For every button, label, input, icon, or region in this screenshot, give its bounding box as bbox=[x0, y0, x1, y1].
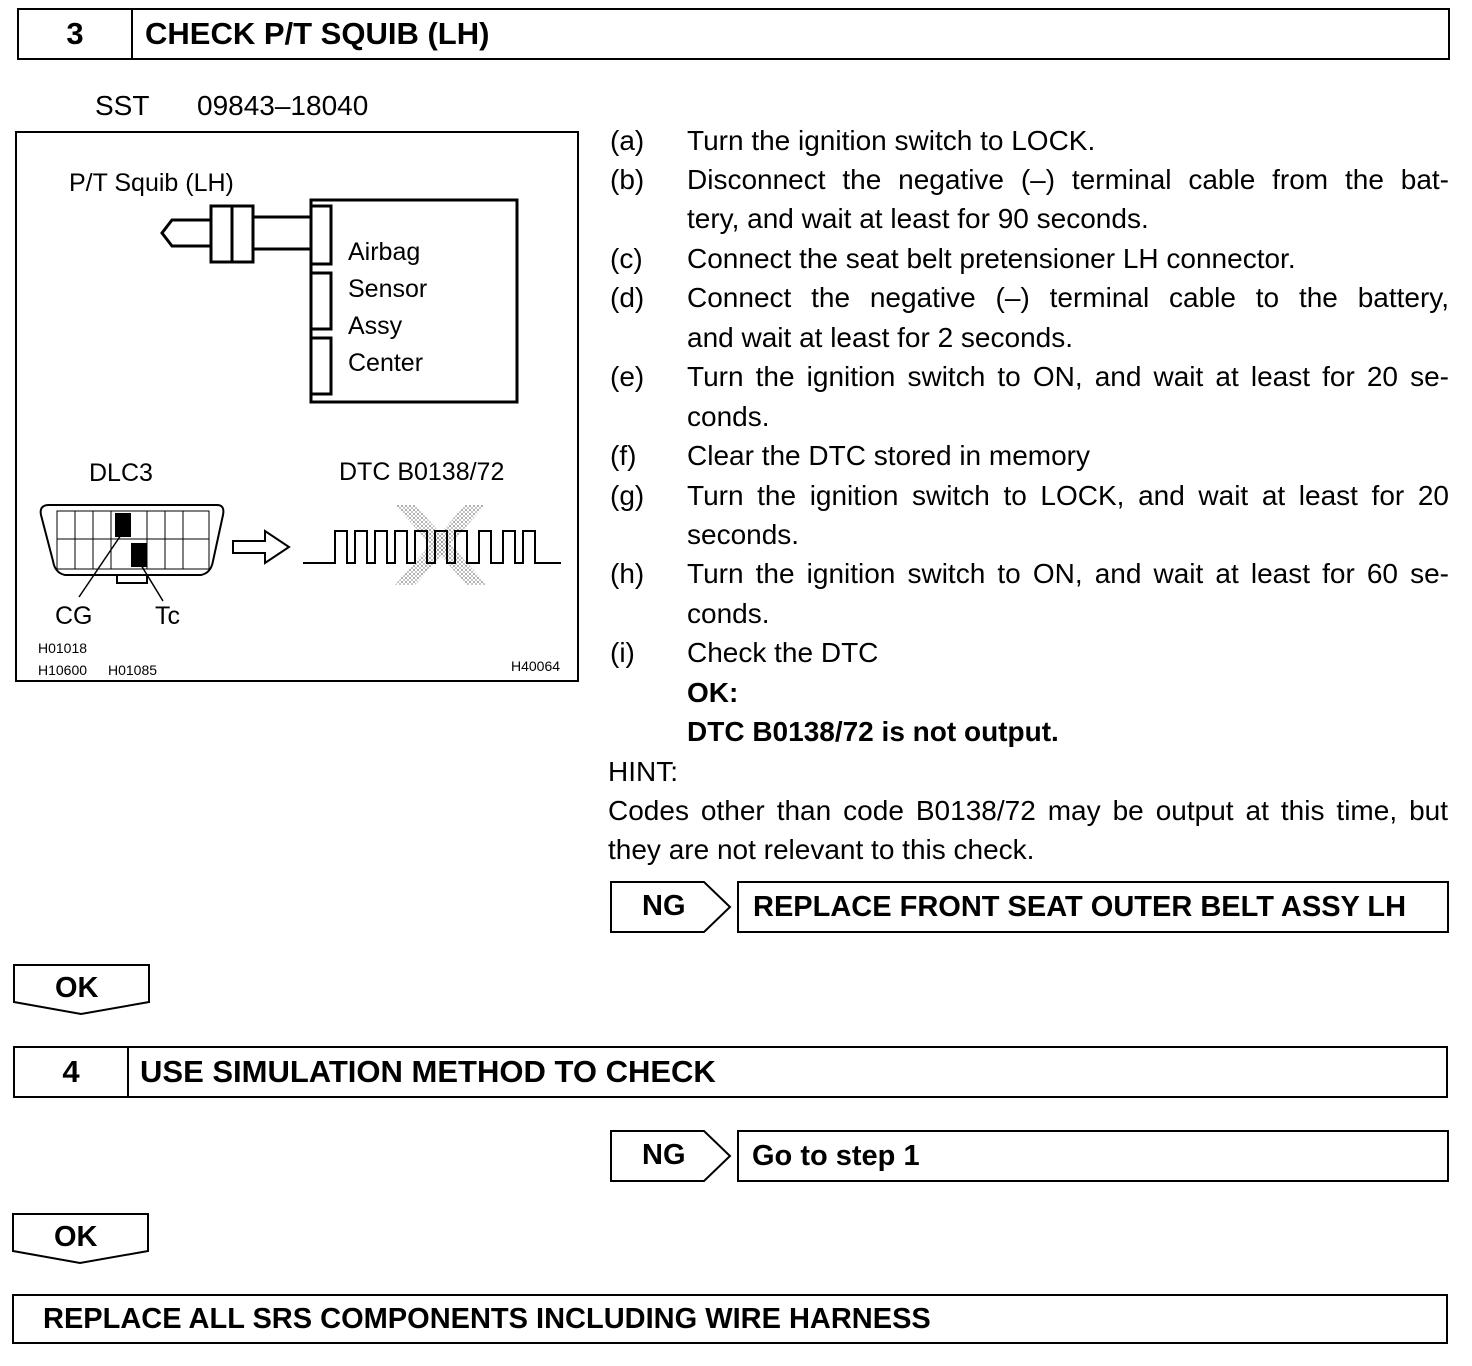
sst-label: SST bbox=[95, 90, 150, 121]
dtc-cancel-mark-icon bbox=[395, 505, 487, 585]
procedure-label: (h) bbox=[610, 558, 645, 589]
step-4-title: USE SIMULATION METHOD TO CHECK bbox=[140, 1054, 716, 1089]
sensor-label-line-3: Assy bbox=[348, 312, 403, 340]
procedure-label: (i) bbox=[610, 637, 635, 668]
ng-action-2-text: Go to step 1 bbox=[752, 1139, 920, 1172]
step-3-header bbox=[17, 8, 1450, 60]
procedure-label: (a) bbox=[610, 125, 645, 156]
ok-tag-label: OK bbox=[54, 1221, 98, 1253]
ng-tag-label: NG bbox=[642, 1139, 686, 1171]
ng-tag-2 bbox=[610, 1130, 732, 1182]
sensor-label-line-1: Airbag bbox=[348, 238, 421, 266]
hint-line-1: Codes other than code B0138/72 may be output at this time, but bbox=[608, 795, 1448, 826]
sensor-label-line-2: Sensor bbox=[348, 275, 428, 303]
procedure-text: Turn the ignition switch to ON, and wait at least for 20 se- bbox=[687, 361, 1449, 392]
cg-label: CG bbox=[55, 602, 93, 630]
sst-number: 09843–18040 bbox=[197, 90, 369, 121]
figure-code-3: H01085 bbox=[108, 662, 158, 678]
procedure-label: (g) bbox=[610, 480, 645, 511]
step-3-number: 3 bbox=[19, 10, 133, 58]
ng-action-1-text: REPLACE FRONT SEAT OUTER BELT ASSY LH bbox=[753, 890, 1407, 923]
procedure-label: (f) bbox=[610, 440, 637, 471]
procedure-label: (b) bbox=[610, 164, 645, 195]
procedure-text: Clear the DTC stored in memory bbox=[687, 440, 1091, 471]
procedure-text: Connect the negative (–) terminal cable to the battery, bbox=[687, 282, 1449, 313]
hint-label: HINT: bbox=[608, 756, 678, 787]
dtc-label: DTC B0138/72 bbox=[339, 458, 505, 486]
procedure-text: Turn the ignition switch to ON, and wait at least for 60 se- bbox=[687, 558, 1449, 589]
procedure-text: Turn the ignition switch to LOCK, and wait at least for 20 bbox=[687, 480, 1449, 511]
dlc3-label: DLC3 bbox=[89, 459, 153, 487]
procedure-text: Connect the seat belt pretensioner LH connector. bbox=[687, 243, 1296, 274]
ok-tag-2 bbox=[12, 1213, 150, 1265]
final-action bbox=[12, 1294, 1448, 1344]
squib-label: P/T Squib (LH) bbox=[69, 169, 234, 197]
ng-action-1 bbox=[737, 881, 1449, 933]
ok-heading-text: OK: bbox=[687, 677, 739, 708]
procedure-text: Turn the ignition switch to LOCK. bbox=[687, 125, 1096, 156]
diagram-graphics bbox=[17, 133, 577, 680]
sensor-label-line-4: Center bbox=[348, 349, 424, 377]
hint-line-2: they are not relevant to this check. bbox=[608, 834, 1035, 865]
ng-tag-label: NG bbox=[642, 890, 686, 922]
procedure-label: (e) bbox=[610, 361, 645, 392]
ng-tag-1 bbox=[610, 881, 732, 933]
step-4-header bbox=[13, 1046, 1448, 1098]
ok-tag-1 bbox=[13, 964, 151, 1016]
procedure-text: Disconnect the negative (–) terminal cable from the bat- bbox=[687, 164, 1449, 195]
ng-action-2 bbox=[737, 1130, 1449, 1182]
ok-tag-label: OK bbox=[55, 972, 99, 1004]
procedure-text: conds. bbox=[687, 401, 770, 432]
step-3-title: CHECK P/T SQUIB (LH) bbox=[145, 16, 490, 51]
figure-code-4: H40064 bbox=[511, 658, 561, 674]
procedure-text: and wait at least for 2 seconds. bbox=[687, 322, 1073, 353]
figure-code-2: H10600 bbox=[38, 662, 88, 678]
final-action-text: REPLACE ALL SRS COMPONENTS INCLUDING WIRE HARNESS bbox=[43, 1302, 931, 1335]
inspection-diagram bbox=[15, 131, 579, 682]
tc-label: Tc bbox=[155, 602, 180, 630]
figure-code-1: H01018 bbox=[38, 640, 88, 656]
tc-terminal-icon bbox=[131, 543, 147, 567]
cg-pointer-line bbox=[79, 535, 121, 597]
cg-terminal-icon bbox=[115, 513, 131, 537]
arrow-right-icon bbox=[233, 531, 289, 563]
step-4-number: 4 bbox=[15, 1048, 129, 1096]
procedure-text: conds. bbox=[687, 598, 770, 629]
procedure-text: Check the DTC bbox=[687, 637, 879, 668]
ok-result-line: DTC B0138/72 is not output. bbox=[687, 716, 1059, 747]
procedure-label: (c) bbox=[610, 243, 643, 274]
procedure-text: seconds. bbox=[687, 519, 800, 550]
squib-connector-icon bbox=[162, 206, 311, 262]
procedure-label: (d) bbox=[610, 282, 645, 313]
procedure-text: tery, and wait at least for 90 seconds. bbox=[687, 203, 1149, 234]
